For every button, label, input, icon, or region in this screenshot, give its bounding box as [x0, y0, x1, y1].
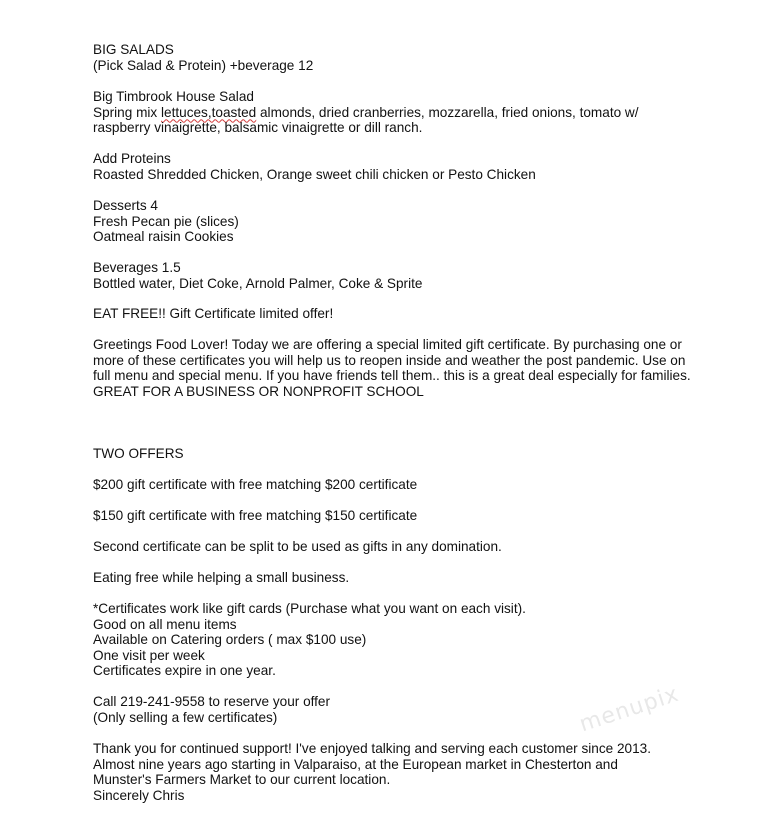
desc-prefix: Spring mix	[93, 104, 161, 120]
dessert-item: Fresh Pecan pie (slices)	[93, 213, 239, 229]
greeting-tagline: GREAT FOR A BUSINESS OR NONPROFIT SCHOOL	[93, 383, 424, 399]
eating-free-text: Eating free while helping a small business.	[93, 570, 350, 585]
terms-line: One visit per week	[93, 647, 205, 663]
terms-line: *Certificates work like gift cards (Purchase what you want on each visit).	[93, 601, 526, 616]
section-title: Beverages 1.5	[93, 260, 181, 275]
item-description-line2: raspberry vinaigrette, balsamic vinaigrette or dill ranch.	[93, 120, 423, 136]
offers-title: TWO OFFERS	[93, 446, 184, 461]
greeting-text: Greetings Food Lover! Today we are offering a special limited gift certificate. By purchasing one or more of these certificates you will help us to reopen inside and weather the post pandemic. Use on full menu and special menu. If you have friends tell them.. this is a great deal especially for families.	[93, 337, 691, 384]
item-name: Big Timbrook House Salad	[93, 89, 254, 104]
protein-list: Roasted Shredded Chicken, Orange sweet chili chicken or Pesto Chicken	[93, 166, 536, 182]
item-description	[93, 105, 733, 121]
dessert-item: Oatmeal raisin Cookies	[93, 229, 234, 245]
section-title: Desserts 4	[93, 198, 158, 213]
proteins-section	[93, 151, 733, 182]
closing-line: Munster's Farmers Market to our current location.	[93, 772, 391, 788]
terms-line: Available on Catering orders ( max $100 use)	[93, 632, 367, 648]
call-line: Call 219-241-9558 to reserve your offer	[93, 694, 331, 709]
call-section	[93, 694, 733, 725]
spellcheck-underlined-text: lettuces,toasted	[161, 104, 257, 120]
offers-title-block	[93, 446, 733, 462]
terms-section	[93, 601, 733, 679]
house-salad-section	[93, 89, 733, 136]
section-title: Add Proteins	[93, 151, 171, 166]
offer-text: $200 gift certificate with free matching $200 certificate	[93, 477, 418, 492]
split-note	[93, 539, 733, 555]
offer-2	[93, 508, 733, 524]
desserts-section	[93, 198, 733, 245]
signature: Sincerely Chris	[93, 787, 185, 803]
closing-section	[93, 741, 733, 803]
call-note: (Only selling a few certificates)	[93, 709, 278, 725]
offer-text: $150 gift certificate with free matching $150 certificate	[93, 508, 418, 523]
greeting-section	[93, 337, 703, 399]
closing-line: Thank you for continued support! I've enjoyed talking and serving each customer since 2013.	[93, 741, 652, 756]
terms-line: Certificates expire in one year.	[93, 663, 276, 679]
closing-line: Almost nine years ago starting in Valparaiso, at the European market in Chesterton and	[93, 756, 618, 772]
big-salads-section	[93, 42, 733, 73]
section-title: BIG SALADS	[93, 42, 174, 57]
section-subtitle: (Pick Salad & Protein) +beverage 12	[93, 57, 314, 73]
desc-suffix: almonds, dried cranberries, mozzarella, fried onions, tomato w/	[256, 104, 639, 120]
eat-free-text: EAT FREE!! Gift Certificate limited offer!	[93, 306, 334, 321]
eating-free-note	[93, 570, 733, 586]
eat-free-heading	[93, 306, 733, 322]
offer-1	[93, 477, 733, 493]
split-note-text: Second certificate can be split to be used as gifts in any domination.	[93, 539, 502, 554]
terms-line: Good on all menu items	[93, 616, 237, 632]
beverages-section	[93, 260, 733, 291]
beverage-list: Bottled water, Diet Coke, Arnold Palmer, Coke & Sprite	[93, 275, 423, 291]
watermark: menupix	[576, 681, 683, 738]
